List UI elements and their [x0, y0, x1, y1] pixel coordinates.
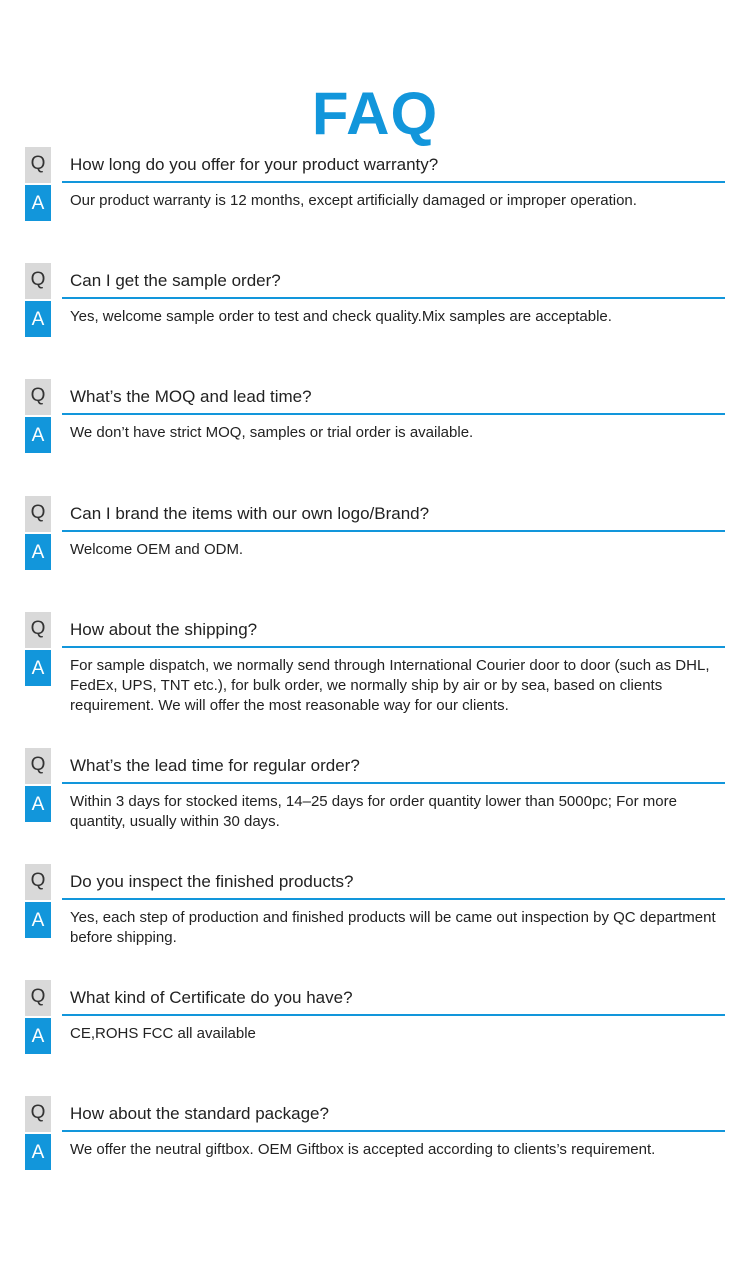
answer-text: Welcome OEM and ODM. — [70, 541, 244, 558]
question-badge: Q — [25, 1096, 51, 1132]
question-text: How about the standard package? — [70, 1104, 329, 1123]
faq-item — [25, 980, 725, 1047]
answer-text: CE,ROHS FCC all available — [70, 1025, 256, 1042]
answer-text: Yes, each step of production and finished products will be came out inspection by QC department before shipping. — [70, 909, 716, 946]
question-text: How about the shipping? — [70, 620, 258, 639]
question-divider — [62, 530, 725, 532]
faq-item — [25, 748, 725, 830]
question-text: What’s the MOQ and lead time? — [70, 387, 312, 406]
question-row — [25, 147, 725, 183]
question-divider — [62, 181, 725, 183]
question-row — [25, 496, 725, 532]
question-text: Can I brand the items with our own logo/Brand? — [70, 504, 430, 523]
question-badge: Q — [25, 147, 51, 183]
answer-badge: A — [25, 650, 51, 686]
answer-badge: A — [25, 1018, 51, 1054]
question-row — [25, 864, 725, 900]
answer-badge: A — [25, 185, 51, 221]
answer-text: For sample dispatch, we normally send through International Courier door to door (such as DHL, FedEx, UPS, TNT etc.), for bulk order, we normally ship by air or by sea, based on clients requirement. We will offer the most reasonable way for our clients. — [70, 657, 710, 714]
answer-badge: A — [25, 534, 51, 570]
question-badge: Q — [25, 864, 51, 900]
question-divider — [62, 782, 725, 784]
answer-badge: A — [25, 1134, 51, 1170]
question-text: What’s the lead time for regular order? — [70, 756, 360, 775]
answer-badge: A — [25, 786, 51, 822]
faq-item — [25, 612, 725, 714]
answer-badge: A — [25, 902, 51, 938]
question-text: What kind of Certificate do you have? — [70, 988, 353, 1007]
question-row — [25, 379, 725, 415]
question-badge: Q — [25, 612, 51, 648]
question-badge: Q — [25, 748, 51, 784]
answer-text: Our product warranty is 12 months, except artificially damaged or improper operation. — [70, 192, 637, 209]
question-divider — [62, 1130, 725, 1132]
question-text: Can I get the sample order? — [70, 271, 281, 290]
answer-badge: A — [25, 301, 51, 337]
question-divider — [62, 1014, 725, 1016]
question-row — [25, 1096, 725, 1132]
faq-item — [25, 263, 725, 330]
faq-item — [25, 1096, 725, 1163]
question-badge: Q — [25, 980, 51, 1016]
faq-item — [25, 147, 725, 214]
faq-item — [25, 379, 725, 446]
question-row — [25, 263, 725, 299]
faq-item — [25, 864, 725, 946]
question-row — [25, 612, 725, 648]
question-divider — [62, 297, 725, 299]
question-divider — [62, 646, 725, 648]
answer-text: We offer the neutral giftbox. OEM Giftbox is accepted according to clients’s requirement. — [70, 1141, 656, 1158]
faq-item — [25, 496, 725, 563]
question-row — [25, 748, 725, 784]
question-badge: Q — [25, 263, 51, 299]
answer-text: Yes, welcome sample order to test and check quality.Mix samples are acceptable. — [70, 308, 612, 325]
question-badge: Q — [25, 379, 51, 415]
page-title: FAQ — [311, 80, 439, 148]
question-text: How long do you offer for your product warranty? — [70, 155, 439, 174]
question-divider — [62, 898, 725, 900]
answer-badge: A — [25, 417, 51, 453]
question-row — [25, 980, 725, 1016]
answer-text: Within 3 days for stocked items, 14–25 days for order quantity lower than 5000pc; For more quantity, usually within 30 days. — [70, 793, 677, 830]
question-text: Do you inspect the finished products? — [70, 872, 354, 891]
question-badge: Q — [25, 496, 51, 532]
answer-text: We don’t have strict MOQ, samples or trial order is available. — [70, 424, 474, 441]
question-divider — [62, 413, 725, 415]
